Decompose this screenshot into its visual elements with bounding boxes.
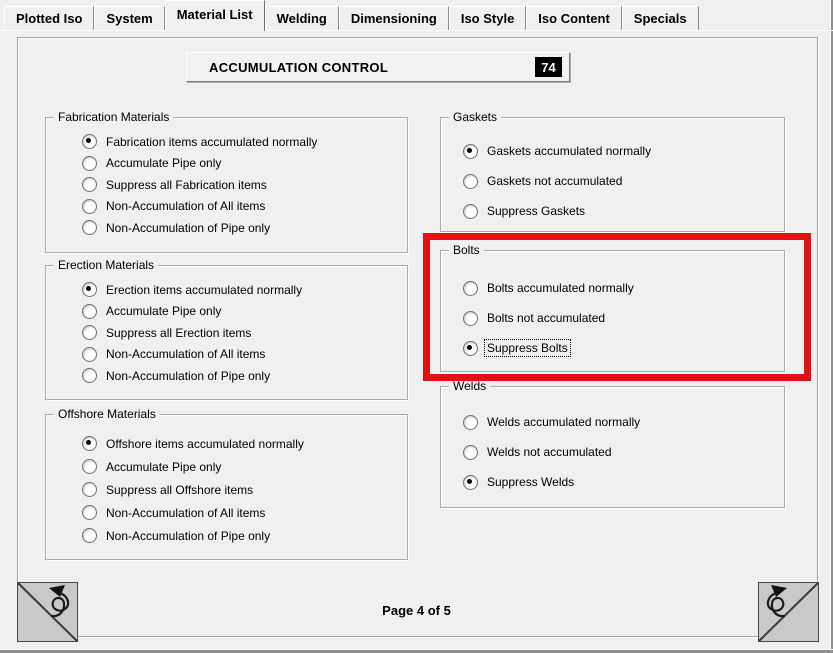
radio-label[interactable]: Gaskets not accumulated (487, 174, 623, 188)
radio-label[interactable]: Bolts not accumulated (487, 311, 606, 325)
radio-option[interactable] (463, 273, 784, 303)
radio-button[interactable] (82, 220, 97, 235)
radio-option[interactable] (463, 136, 784, 166)
radio-option[interactable] (82, 501, 407, 524)
radio-option[interactable] (82, 478, 407, 501)
tab-iso-content[interactable]: Iso Content (526, 6, 622, 30)
group-title: Welds (449, 379, 490, 393)
radio-button[interactable] (463, 341, 478, 356)
radio-button[interactable] (463, 144, 478, 159)
radio-label[interactable]: Suppress Gaskets (487, 204, 586, 218)
tab-plotted-iso[interactable]: Plotted Iso (4, 6, 94, 30)
radio-option[interactable] (82, 455, 407, 478)
radio-button[interactable] (82, 436, 97, 451)
group-fabrication-materials (45, 110, 408, 253)
tab-system[interactable]: System (94, 6, 164, 30)
radio-label[interactable]: Non-Accumulation of All items (106, 347, 266, 362)
radio-option[interactable] (82, 344, 407, 366)
radio-button[interactable] (463, 475, 478, 490)
radio-option[interactable] (463, 437, 784, 467)
radio-button[interactable] (82, 134, 97, 149)
radio-label[interactable]: Gaskets accumulated normally (487, 144, 652, 158)
radio-option[interactable] (82, 322, 407, 344)
radio-label[interactable]: Welds accumulated normally (487, 415, 641, 429)
radio-button[interactable] (82, 347, 97, 362)
radio-label[interactable]: Fabrication items accumulated normally (106, 134, 318, 149)
tab-iso-style[interactable]: Iso Style (449, 6, 526, 30)
radio-option[interactable] (463, 467, 784, 497)
radio-option[interactable] (463, 196, 784, 226)
radio-button[interactable] (82, 156, 97, 171)
radio-button[interactable] (82, 528, 97, 543)
radio-label[interactable]: Non-Accumulation of Pipe only (106, 368, 271, 383)
radio-label[interactable]: Non-Accumulation of All items (106, 199, 266, 214)
radio-label[interactable]: Erection items accumulated normally (106, 282, 303, 297)
page-back-curl-icon (17, 582, 78, 642)
radio-button[interactable] (463, 174, 478, 189)
radio-option[interactable] (82, 432, 407, 455)
radio-label[interactable]: Bolts accumulated normally (487, 281, 634, 295)
radio-option[interactable] (82, 131, 407, 153)
page-title: ACCUMULATION CONTROL (209, 59, 389, 75)
radio-button[interactable] (82, 459, 97, 474)
radio-label[interactable]: Accumulate Pipe only (106, 156, 222, 171)
group-title: Bolts (449, 243, 484, 257)
radio-button[interactable] (463, 281, 478, 296)
group-offshore-materials (45, 407, 408, 560)
radio-option[interactable] (82, 153, 407, 175)
radio-option[interactable] (82, 365, 407, 387)
radio-label[interactable]: Accumulate Pipe only (106, 304, 222, 319)
page-forward-button[interactable] (758, 582, 819, 642)
group-welds (440, 379, 785, 508)
tab-dimensioning[interactable]: Dimensioning (339, 6, 449, 30)
radio-option[interactable] (463, 166, 784, 196)
radio-label[interactable]: Non-Accumulation of Pipe only (106, 220, 271, 235)
radio-button[interactable] (82, 325, 97, 340)
radio-label[interactable]: Offshore items accumulated normally (106, 436, 304, 451)
group-title: Gaskets (449, 110, 501, 124)
radio-option[interactable] (82, 196, 407, 218)
radio-option[interactable] (82, 217, 407, 239)
page-indicator: Page 4 of 5 (382, 603, 451, 618)
radio-option[interactable] (82, 301, 407, 323)
radio-label[interactable]: Accumulate Pipe only (106, 459, 222, 474)
radio-label[interactable]: Non-Accumulation of All items (106, 505, 266, 520)
radio-button[interactable] (82, 304, 97, 319)
group-erection-materials (45, 258, 408, 400)
radio-label[interactable]: Suppress all Fabrication items (106, 177, 267, 192)
tab-welding[interactable]: Welding (265, 6, 339, 30)
radio-button[interactable] (82, 368, 97, 383)
radio-label[interactable]: Suppress all Offshore items (106, 482, 254, 497)
group-title: Offshore Materials (54, 407, 160, 421)
radio-label[interactable]: Welds not accumulated (487, 445, 612, 459)
page-number-badge: 74 (535, 57, 562, 77)
group-title: Erection Materials (54, 258, 158, 272)
radio-button[interactable] (463, 204, 478, 219)
radio-option[interactable] (82, 174, 407, 196)
radio-button[interactable] (82, 482, 97, 497)
radio-button[interactable] (463, 445, 478, 460)
radio-option[interactable] (82, 524, 407, 547)
tab-material-list[interactable]: Material List (165, 0, 265, 31)
radio-button[interactable] (82, 199, 97, 214)
page-back-button[interactable] (17, 582, 78, 642)
group-bolts (440, 243, 785, 372)
accumulation-control-title-button[interactable] (186, 52, 570, 82)
radio-label[interactable]: Suppress Bolts (487, 341, 568, 355)
group-title: Fabrication Materials (54, 110, 173, 124)
radio-option[interactable] (82, 279, 407, 301)
radio-button[interactable] (82, 282, 97, 297)
radio-button[interactable] (463, 311, 478, 326)
radio-button[interactable] (463, 415, 478, 430)
radio-label[interactable]: Non-Accumulation of Pipe only (106, 528, 271, 543)
page-forward-curl-icon (758, 582, 819, 642)
tab-bar (0, 0, 833, 31)
radio-option[interactable] (463, 303, 784, 333)
tab-specials[interactable]: Specials (622, 6, 699, 30)
radio-option[interactable] (463, 333, 784, 363)
radio-label[interactable]: Suppress all Erection items (106, 325, 252, 340)
radio-button[interactable] (82, 177, 97, 192)
group-gaskets (440, 110, 785, 232)
radio-label[interactable]: Suppress Welds (487, 475, 575, 489)
radio-button[interactable] (82, 505, 97, 520)
radio-option[interactable] (463, 407, 784, 437)
